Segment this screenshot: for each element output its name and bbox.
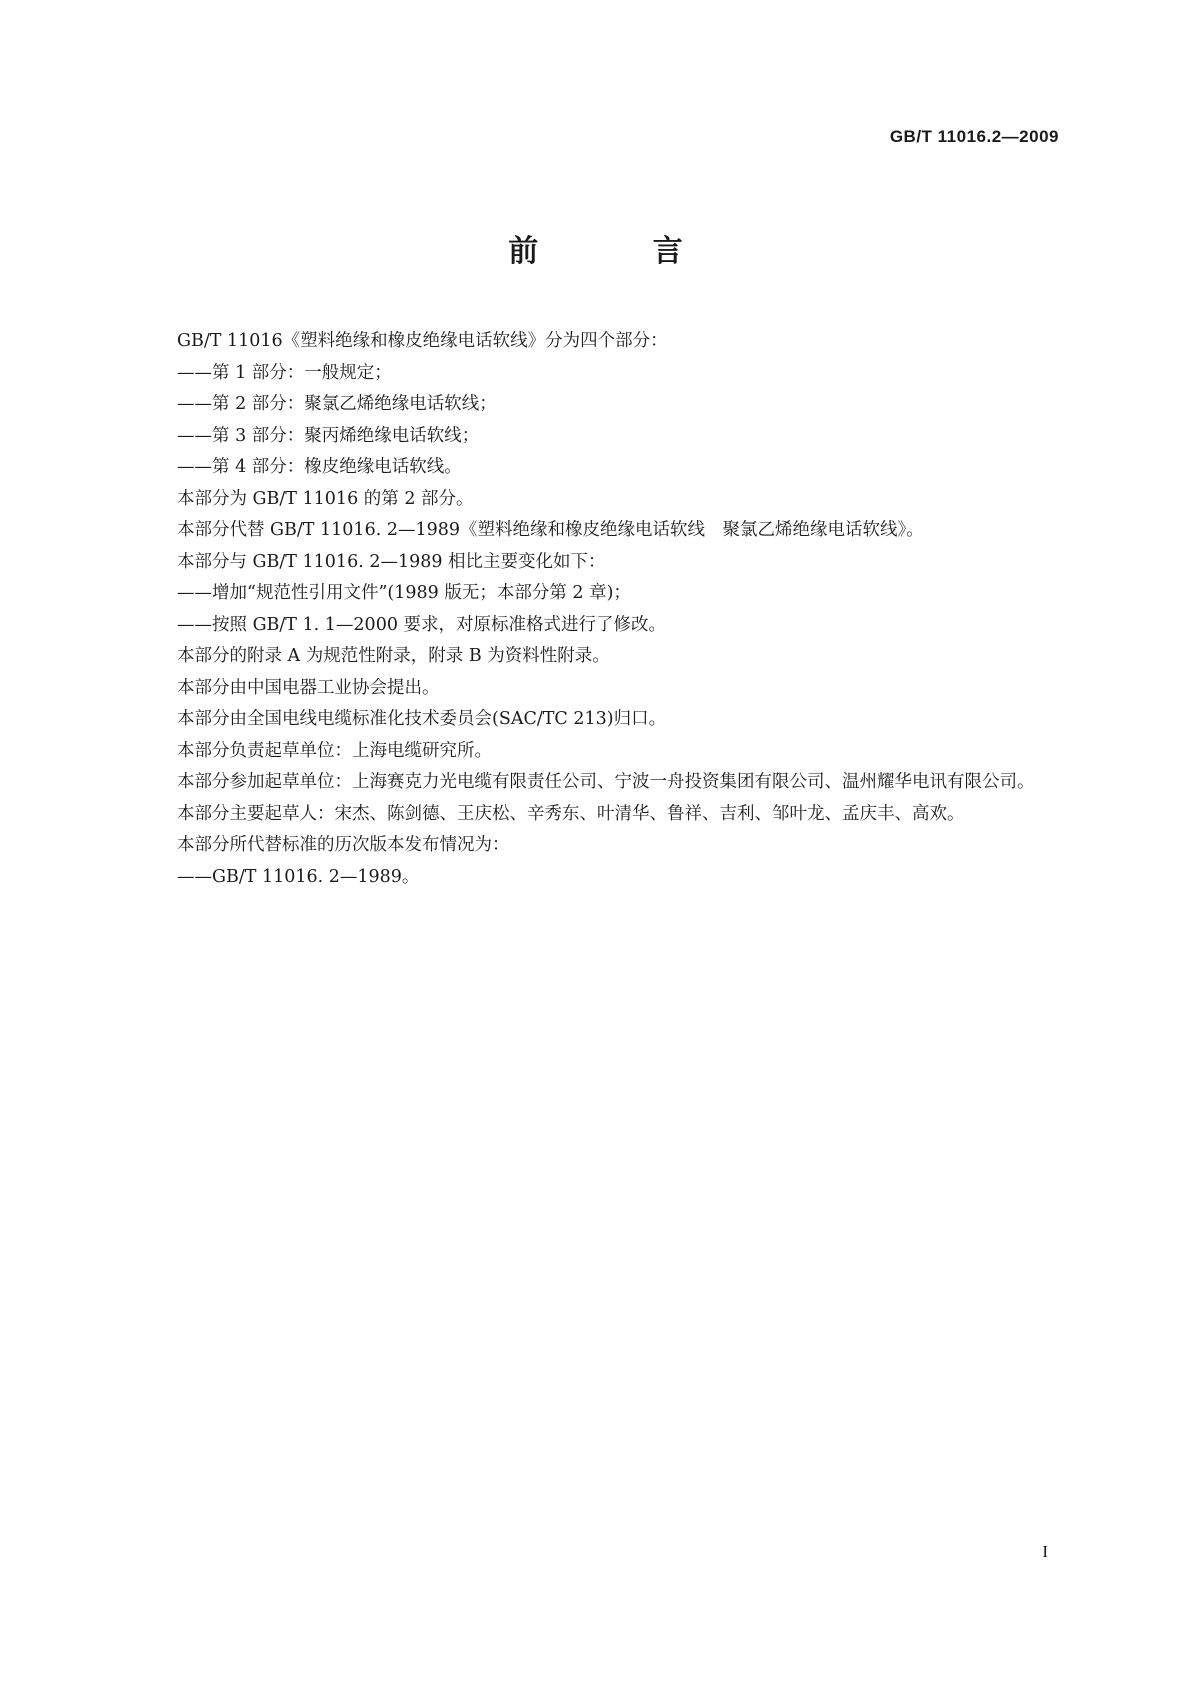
list-item: ——第 3 部分：聚丙烯绝缘电话软线； bbox=[177, 425, 480, 446]
paragraph: 本部分由中国电器工业协会提出。 bbox=[177, 677, 440, 698]
paragraph: 本部分负责起草单位：上海电缆研究所。 bbox=[177, 740, 492, 761]
preface-body bbox=[146, 326, 1058, 893]
paragraph: GB/T 11016《塑料绝缘和橡皮绝缘电话软线》分为四个部分： bbox=[177, 331, 668, 351]
paragraph: 本部分代替 GB/T 11016. 2—1989《塑料绝缘和橡皮绝缘电话软线 聚氯乙烯绝缘电话软线》。 bbox=[177, 520, 924, 540]
list-item: ——增加“规范性引用文件”(1989 版无；本部分第 2 章)； bbox=[177, 583, 631, 603]
paragraph: 本部分与 GB/T 11016. 2—1989 相比主要变化如下： bbox=[177, 551, 606, 572]
paragraph: 本部分的附录 A 为规范性附录，附录 B 为资料性附录。 bbox=[177, 646, 610, 666]
list-item: ——GB/T 11016. 2—1989。 bbox=[177, 866, 420, 887]
list-item: ——按照 GB/T 1. 1—2000 要求，对原标准格式进行了修改。 bbox=[177, 614, 667, 635]
paragraph: 本部分主要起草人：宋杰、陈剑德、王庆松、辛秀东、叶清华、鲁祥、吉利、邹叶龙、孟庆丰、高欢。 bbox=[177, 803, 965, 824]
list-item: ——第 4 部分：橡皮绝缘电话软线。 bbox=[177, 457, 462, 477]
paragraph: 本部分参加起草单位：上海赛克力光电缆有限责任公司、宁波一舟投资集团有限公司、温州耀华电讯有限公司。 bbox=[177, 772, 1035, 792]
paragraph: 本部分所代替标准的历次版本发布情况为： bbox=[177, 835, 510, 855]
page-number: I bbox=[1042, 1542, 1048, 1561]
paragraph: 本部分为 GB/T 11016 的第 2 部分。 bbox=[177, 488, 474, 509]
paragraph: 本部分由全国电线电缆标准化技术委员会(SAC/TC 213)归口。 bbox=[177, 709, 667, 729]
list-item: ——第 2 部分：聚氯乙烯绝缘电话软线； bbox=[177, 394, 497, 414]
preface-title: 前 言 bbox=[508, 234, 735, 269]
document-number: GB/T 11016.2—2009 bbox=[889, 127, 1059, 146]
list-item: ——第 1 部分：一般规定； bbox=[177, 362, 392, 383]
